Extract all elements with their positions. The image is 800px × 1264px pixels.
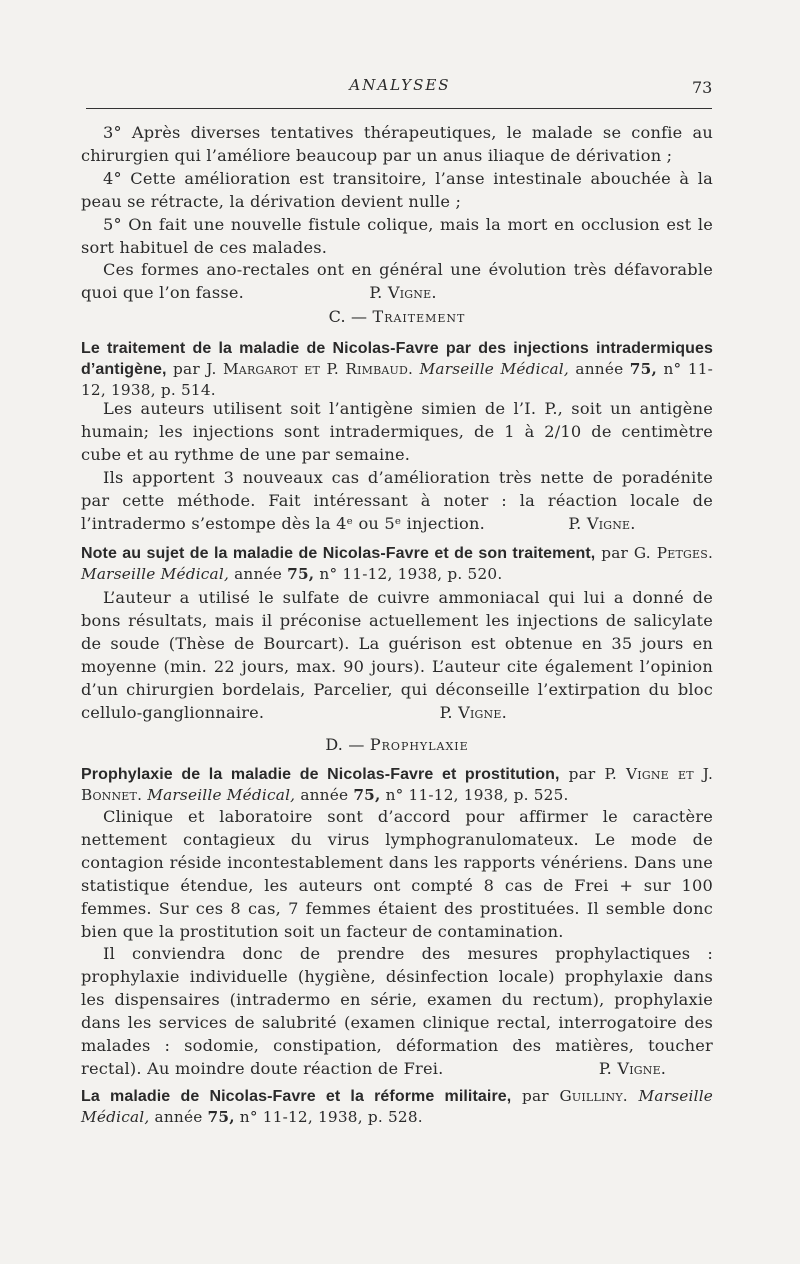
citation-by: par <box>522 1087 549 1105</box>
article-title: Prophylaxie de la maladie de Nicolas-Favre et prostitution, <box>81 766 560 783</box>
section-letter: D. — <box>325 735 365 754</box>
article-1-citation <box>81 338 713 401</box>
citation-volume: 75, <box>629 360 658 378</box>
citation-journal: Marseille Médical, <box>419 360 569 378</box>
article-1-body-1-text: Les auteurs utilisent soit l’antigène simien de l’I. P., soit un antigène humain; les injections sont intradermiques, de 1 à 2/10 de centimètre cube et au rythme de une par semaine. <box>81 399 713 464</box>
article-title: Note au sujet de la maladie de Nicolas-Favre et de son traitement, <box>81 545 596 562</box>
citation-journal: Marseille Médical, <box>81 565 230 583</box>
citation-rest: n° 11-12, 1938, p. 520. <box>319 565 503 583</box>
article-title: La maladie de Nicolas-Favre et la réforme militaire, <box>81 1088 512 1105</box>
article-3-body-2-text: Il conviendra donc de prendre des mesures prophylactiques : prophylaxie individuelle (hygiène, désinfection locale) prophylaxie dans les dispensaires (intradermo en série, examen du rectum), prophylaxie dans les services de salubrité (examen clinique rectal, interrogatoire des malades : sodomie, constipation, déformation des matières, toucher rectal). Au moindre doute réaction de Frei. <box>81 944 713 1078</box>
citation-authors: G. Petges. <box>633 544 714 562</box>
section-title: Traitement <box>372 307 466 326</box>
intro-p3-text: 5° On fait une nouvelle fistule colique, mais la mort en occlusion est le sort habituel de ces malades. <box>81 215 713 257</box>
section-title: Prophylaxie <box>369 735 469 754</box>
section-heading-d <box>81 734 713 757</box>
intro-p1-text: 3° Après diverses tentatives thérapeutiques, le malade se confie au chirurgien qui l’améliore beaucoup par un anus iliaque de dérivation ; <box>81 123 713 165</box>
intro-p2-text: 4° Cette amélioration est transitoire, l’anse intestinale abouchée à la peau se rétracte, la dérivation devient nulle ; <box>81 169 713 211</box>
header-rule <box>86 108 712 109</box>
article-3-body-2 <box>81 943 713 1080</box>
citation-year-label: année <box>234 565 283 583</box>
signature: P. Vigne. <box>439 702 507 722</box>
article-2-body-text: L’auteur a utilisé le sulfate de cuivre ammoniacal qui lui a donné de bons résultats, mais il préconise actuellement les injections de salicylate de soude (Thèse de Bourcart). La guérison est obtenue en 35 jours en moyenne (min. 22 jours, max. 90 jours). L’auteur cite également l’opinion d’un chirurgien bordelais, Parcelier, qui déconseille l’extirpation du bloc cellulo-ganglionnaire. <box>81 588 713 722</box>
article-2-citation <box>81 543 713 585</box>
citation-by: par <box>173 360 200 378</box>
citation-year-label: année <box>575 360 624 378</box>
intro-paragraph-4 <box>81 168 713 214</box>
signature: P. Vigne. <box>568 513 636 533</box>
intro-paragraph-conclusion <box>81 259 713 305</box>
section-letter: C. — <box>328 307 368 326</box>
citation-authors: Guilliny. <box>559 1087 628 1105</box>
article-title: Le traitement de la maladie de Nicolas-Favre par des injections intradermiques d’antigène, <box>81 340 713 378</box>
article-2-body <box>81 587 713 724</box>
citation-authors: J. Margarot et P. Rimbaud. <box>206 360 414 378</box>
article-3-body-1 <box>81 806 713 943</box>
citation-journal: Marseille Médical, <box>81 1087 714 1126</box>
signature: P. Vigne. <box>598 1058 667 1078</box>
citation-year-label: année <box>300 786 349 804</box>
article-3-body-1-text: Clinique et laboratoire sont d’accord pour affirmer le caractère nettement contagieux du virus lymphogranulomateux. Le mode de contagion réside incontestablement dans les rapports vénériens. Dans une statistique étendue, les auteurs ont compté 8 cas de Frei + sur 100 femmes. Sur ces 8 cas, 7 femmes étaient des prostituées. Il semble donc bien que la prostitution soit un facteur de contamination. <box>81 807 713 941</box>
page-number: 73 <box>692 78 713 97</box>
intro-p4-text: Ces formes ano-rectales ont en général une évolution très défavorable quoi que l’on fasse. <box>81 260 713 302</box>
article-3-citation <box>81 764 713 806</box>
intro-paragraph-3 <box>81 122 713 168</box>
citation-rest: n° 11-12, 1938, p. 514. <box>81 360 714 399</box>
article-1-body-1 <box>81 398 713 467</box>
citation-volume: 75, <box>287 565 315 583</box>
citation-authors: P. Vigne et J. Bonnet. <box>81 765 714 804</box>
article-1-body-2-text: Ils apportent 3 nouveaux cas d’amélioration très nette de poradénite par cette méthode. Fait intéressant à noter : la réaction locale de l’intradermo s’estompe dès la 4ᵉ ou 5ᵉ injection. <box>81 468 713 533</box>
signature: P. Vigne. <box>369 282 437 302</box>
citation-year-label: année <box>154 1108 203 1126</box>
citation-rest: n° 11-12, 1938, p. 528. <box>239 1108 423 1126</box>
citation-volume: 75, <box>353 786 381 804</box>
citation-by: par <box>568 765 596 783</box>
article-1-body-2 <box>81 467 713 536</box>
intro-paragraph-5 <box>81 214 713 260</box>
article-4-citation <box>81 1086 713 1128</box>
citation-by: par <box>601 544 629 562</box>
citation-rest: n° 11-12, 1938, p. 525. <box>385 786 569 804</box>
citation-journal: Marseille Médical, <box>147 786 296 804</box>
running-title: ANALYSES <box>349 76 451 94</box>
citation-volume: 75, <box>207 1108 235 1126</box>
section-heading-c <box>81 306 713 329</box>
